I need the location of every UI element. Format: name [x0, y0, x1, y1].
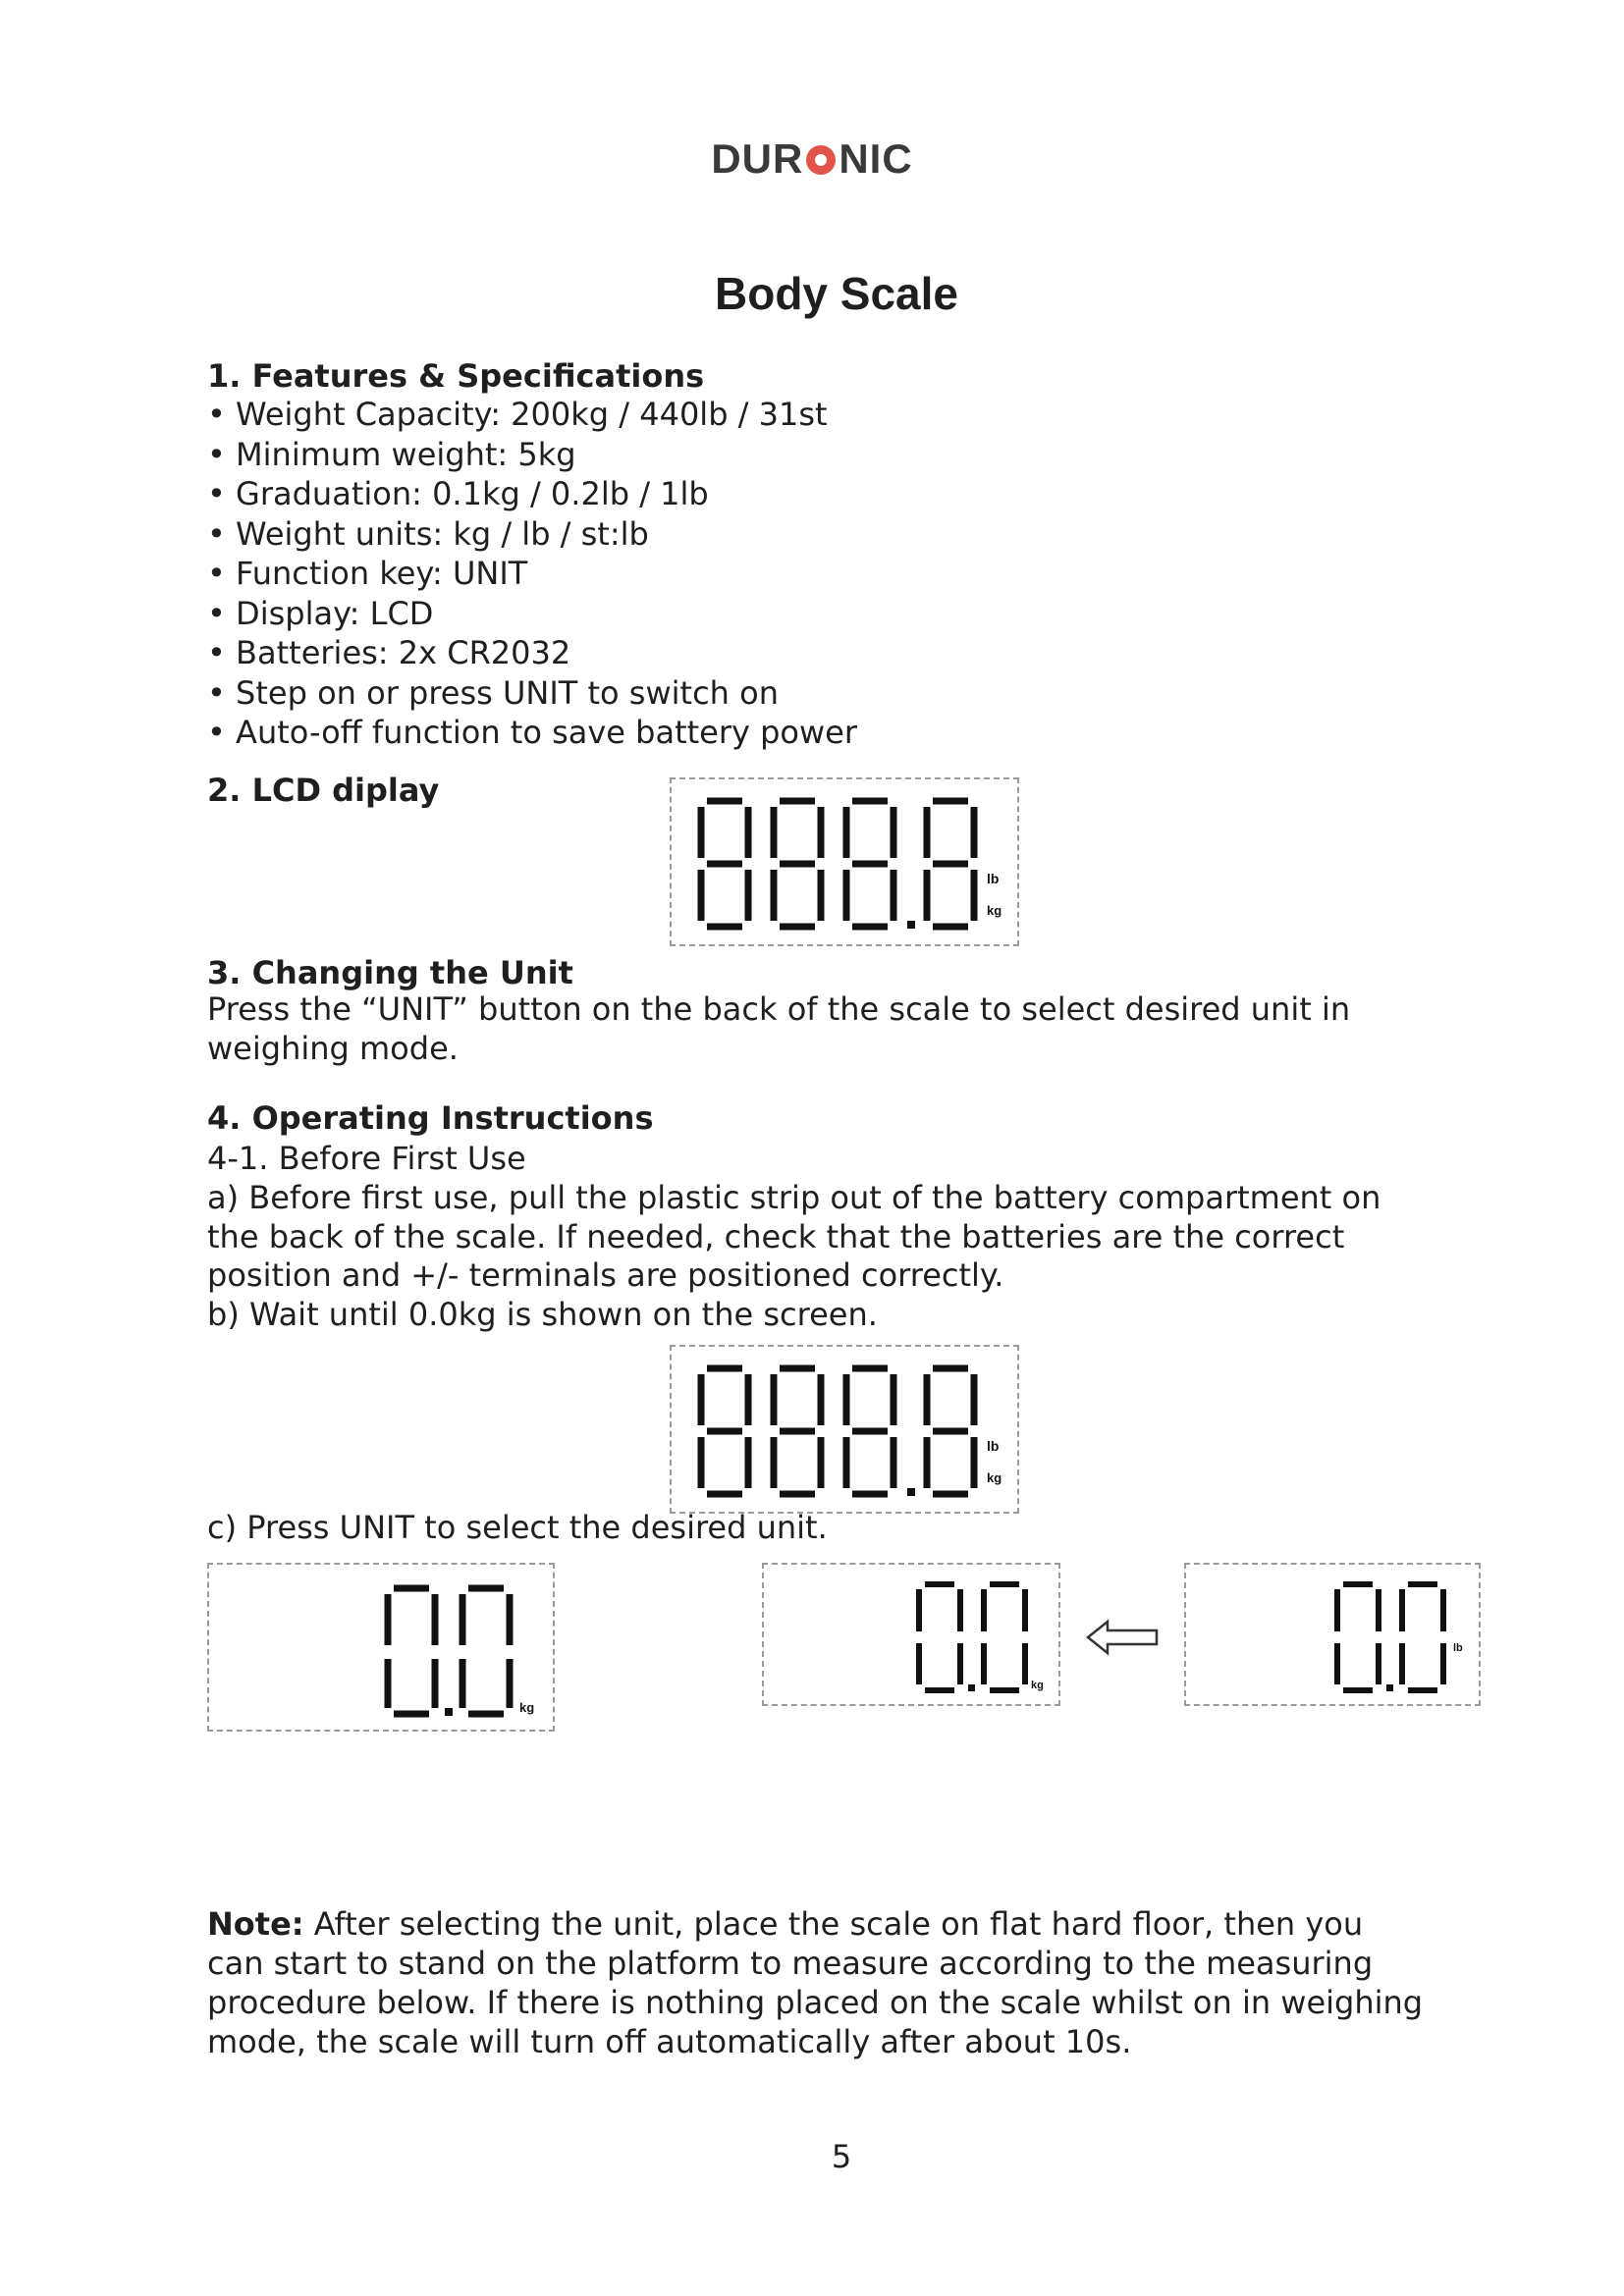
power-o-icon [806, 145, 836, 175]
page-title: Body Scale [715, 268, 958, 319]
lcd-unit-kg: kg [519, 1700, 535, 1715]
list-item: • Display: LCD [207, 594, 857, 634]
list-item: • Function key: UNIT [207, 554, 857, 594]
lcd-unit-kg: kg [987, 1470, 1002, 1485]
lcd-unit-kg: kg [987, 903, 1002, 918]
lcd-segments-icon [672, 779, 1021, 948]
lcd-unit-lb: lb [1453, 1642, 1463, 1654]
list-item: • Step on or press UNIT to switch on [207, 673, 857, 714]
features-list [207, 395, 857, 753]
brand-logo [0, 135, 1624, 183]
operating-c: c) Press UNIT to select the desired unit. [207, 1509, 828, 1546]
list-item: • Weight Capacity: 200kg / 440lb / 31st [207, 395, 857, 435]
operating-a-3: position and +/- terminals are positioned correctly. [207, 1256, 1004, 1294]
arrow-left-icon [1084, 1618, 1163, 1657]
operating-sub: 4-1. Before First Use [207, 1140, 526, 1177]
lcd-segments-icon [672, 1347, 1021, 1516]
lcd-display-full-2 [670, 1345, 1019, 1514]
lcd-zero-lb-icon [1186, 1565, 1483, 1708]
note-line-1 [207, 1904, 1363, 1944]
list-item: • Weight units: kg / lb / st:lb [207, 514, 857, 555]
lcd-heading: 2. LCD diplay [207, 772, 440, 809]
lcd-unit-kg: kg [1031, 1680, 1044, 1691]
operating-b: b) Wait until 0.0kg is shown on the screen. [207, 1296, 878, 1333]
list-item: • Auto-off function to save battery power [207, 713, 857, 753]
changing-unit-heading: 3. Changing the Unit [207, 954, 573, 991]
note-line-3: procedure below. If there is nothing placed on the scale whilst on in weighing [207, 1984, 1424, 2021]
lcd-unit-lb: lb [987, 1438, 1000, 1454]
brand-prefix: DUR [711, 135, 804, 182]
changing-unit-text-1: Press the “UNIT” button on the back of the scale to select desired unit in [207, 990, 1351, 1028]
note-line-2: can start to stand on the platform to measure according to the measuring [207, 1945, 1374, 1982]
lcd-display-kg-middle [762, 1563, 1060, 1706]
lcd-zero-kg-icon [209, 1565, 557, 1734]
operating-a-1: a) Before first use, pull the plastic strip out of the battery compartment on [207, 1179, 1381, 1216]
list-item: • Minimum weight: 5kg [207, 435, 857, 475]
list-item: • Batteries: 2x CR2032 [207, 633, 857, 673]
note-line-4: mode, the scale will turn off automatically after about 10s. [207, 2023, 1132, 2060]
operating-a-2: the back of the scale. If needed, check that the batteries are the correct [207, 1218, 1345, 1255]
lcd-display-kg-left [207, 1563, 555, 1732]
note-text-1: After selecting the unit, place the scale on flat hard floor, then you [303, 1905, 1364, 1943]
lcd-unit-lb: lb [987, 871, 1000, 886]
lcd-display-full [670, 777, 1019, 946]
features-heading: 1. Features & Specifications [207, 357, 705, 395]
list-item: • Graduation: 0.1kg / 0.2lb / 1lb [207, 474, 857, 514]
brand-suffix: NIC [839, 135, 913, 182]
lcd-zero-kg-icon [764, 1565, 1062, 1708]
changing-unit-text-2: weighing mode. [207, 1030, 459, 1067]
note-label: Note: [207, 1905, 304, 1943]
operating-heading: 4. Operating Instructions [207, 1099, 654, 1137]
page-number: 5 [831, 2138, 852, 2175]
lcd-display-lb-right [1184, 1563, 1481, 1706]
